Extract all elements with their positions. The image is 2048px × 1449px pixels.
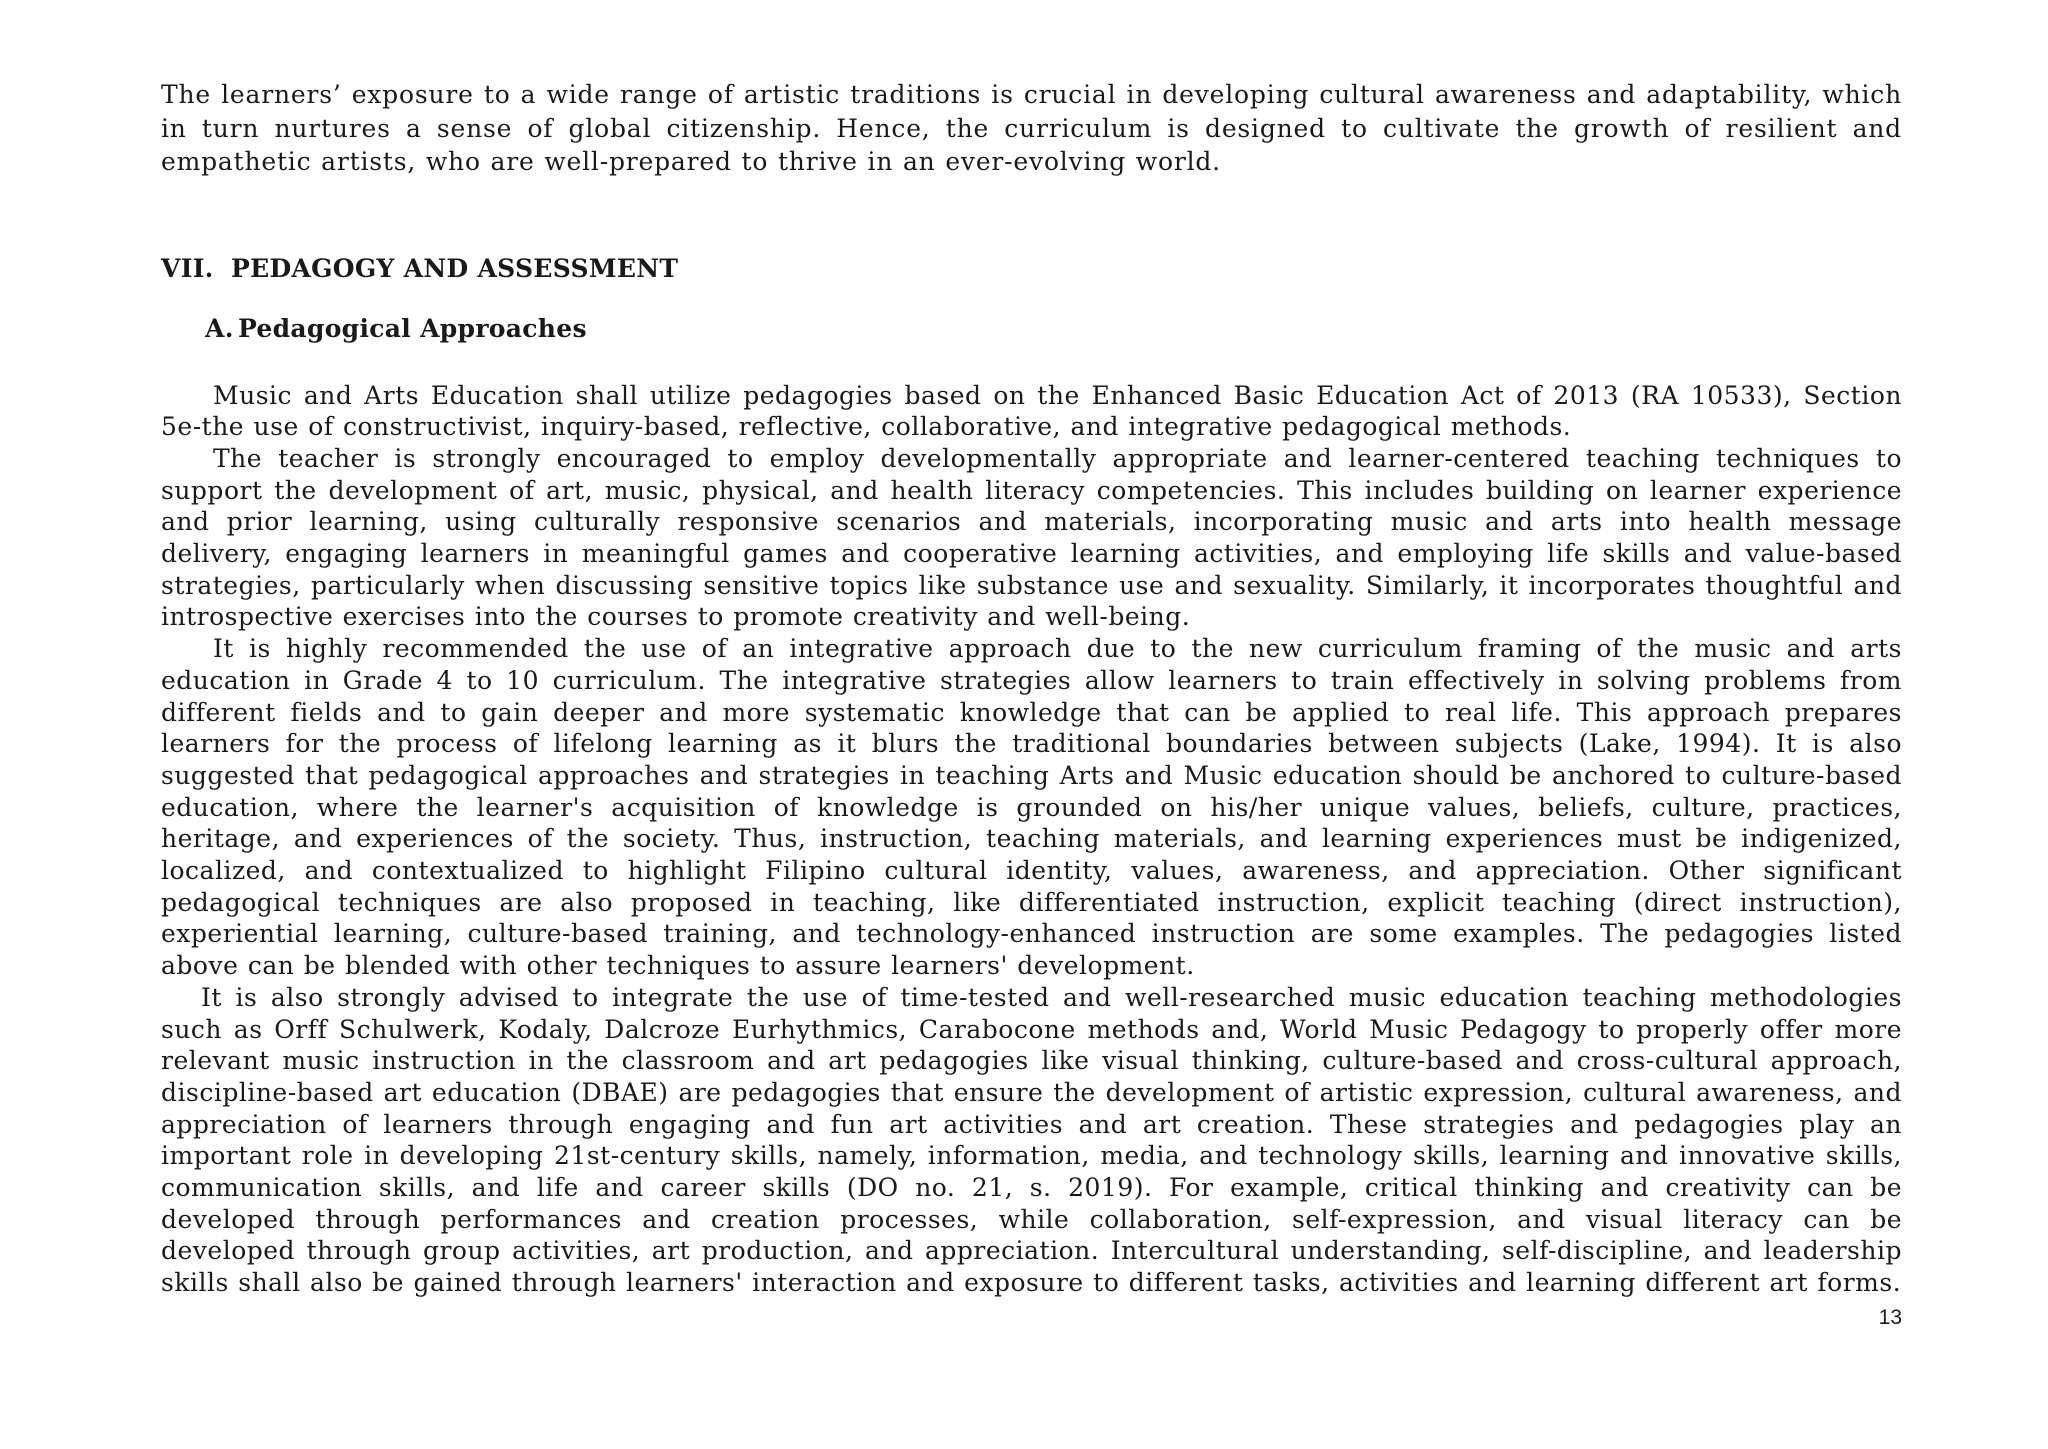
subsection-heading [205,314,1902,343]
page-number: 13 [1878,1306,1902,1329]
body-paragraph-4: It is also strongly advised to integrate the use of time-tested and well-researched music education teaching methodologies such as Orff Schulwerk, Kodaly, Dalcroze Eurhythmics, Carabocone methods and, World Music Pedagogy to properly offer more relevant music instruction in the classroom and art pedagogies like visual thinking, culture-based and cross-cultural approach, discipline-based art education (DBAE) are pedagogies that ensure the development of artistic expression, cultural awareness, and appreciation of learners through engaging and fun art activities and art creation. These strategies and pedagogies play an important role in developing 21st-century skills, namely, information, media, and technology skills, learning and innovative skills, communication skills, and life and career skills (DO no. 21, s. 2019). For example, critical thinking and creativity can be developed through performances and creation processes, while collaboration, self-expression, and visual literacy can be developed through group activities, art production, and appreciation. Intercultural understanding, self-discipline, and leadership skills shall also be gained through learners' interaction and exposure to different tasks, activities and learning different art forms. [161,982,1902,1298]
body-paragraph-2: The teacher is strongly encouraged to employ developmentally appropriate and learner-centered teaching techniques to support the development of art, music, physical, and health literacy competencies. This includes building on learner experience and prior learning, using culturally responsive scenarios and materials, incorporating music and arts into health message delivery, engaging learners in meaningful games and cooperative learning activities, and employing life skills and value-based strategies, particularly when discussing sensitive topics like substance use and sexuality. Similarly, it incorporates thoughtful and introspective exercises into the courses to promote creativity and well-being. [161,443,1902,632]
subsection-letter: A. [205,313,234,343]
section-number: VII. [161,253,214,283]
section-heading [161,254,1902,283]
body-text [161,380,1902,1299]
section-title: PEDAGOGY AND ASSESSMENT [231,253,679,283]
document-page [161,78,1902,1299]
intro-paragraph: The learners’ exposure to a wide range of artistic traditions is crucial in developing cultural awareness and adaptability, which in turn nurtures a sense of global citizenship. Hence, the curriculum is designed to cultivate the growth of resilient and empathetic artists, who are well-prepared to thrive in an ever-evolving world. [161,80,1902,176]
subsection-title: Pedagogical Approaches [238,313,587,343]
body-paragraph-3: It is highly recommended the use of an integrative approach due to the new curriculum framing of the music and arts education in Grade 4 to 10 curriculum. The integrative strategies allow learners to train effectively in solving problems from different fields and to gain deeper and more systematic knowledge that can be applied to real life. This approach prepares learners for the process of lifelong learning as it blurs the traditional boundaries between subjects (Lake, 1994). It is also suggested that pedagogical approaches and strategies in teaching Arts and Music education should be anchored to culture-based education, where the learner's acquisition of knowledge is grounded on his/her unique values, beliefs, culture, practices, heritage, and experiences of the society. Thus, instruction, teaching materials, and learning experiences must be indigenized, localized, and contextualized to highlight Filipino cultural identity, values, awareness, and appreciation. Other significant pedagogical techniques are also proposed in teaching, like differentiated instruction, explicit teaching (direct instruction), experiential learning, culture-based training, and technology-enhanced instruction are some examples. The pedagogies listed above can be blended with other techniques to assure learners' development. [161,634,1902,981]
body-paragraph-1: Music and Arts Education shall utilize pedagogies based on the Enhanced Basic Education Act of 2013 (RA 10533), Section 5e-the use of constructivist, inquiry-based, reflective, collaborative, and integrative pedagogical methods. [161,380,1902,442]
